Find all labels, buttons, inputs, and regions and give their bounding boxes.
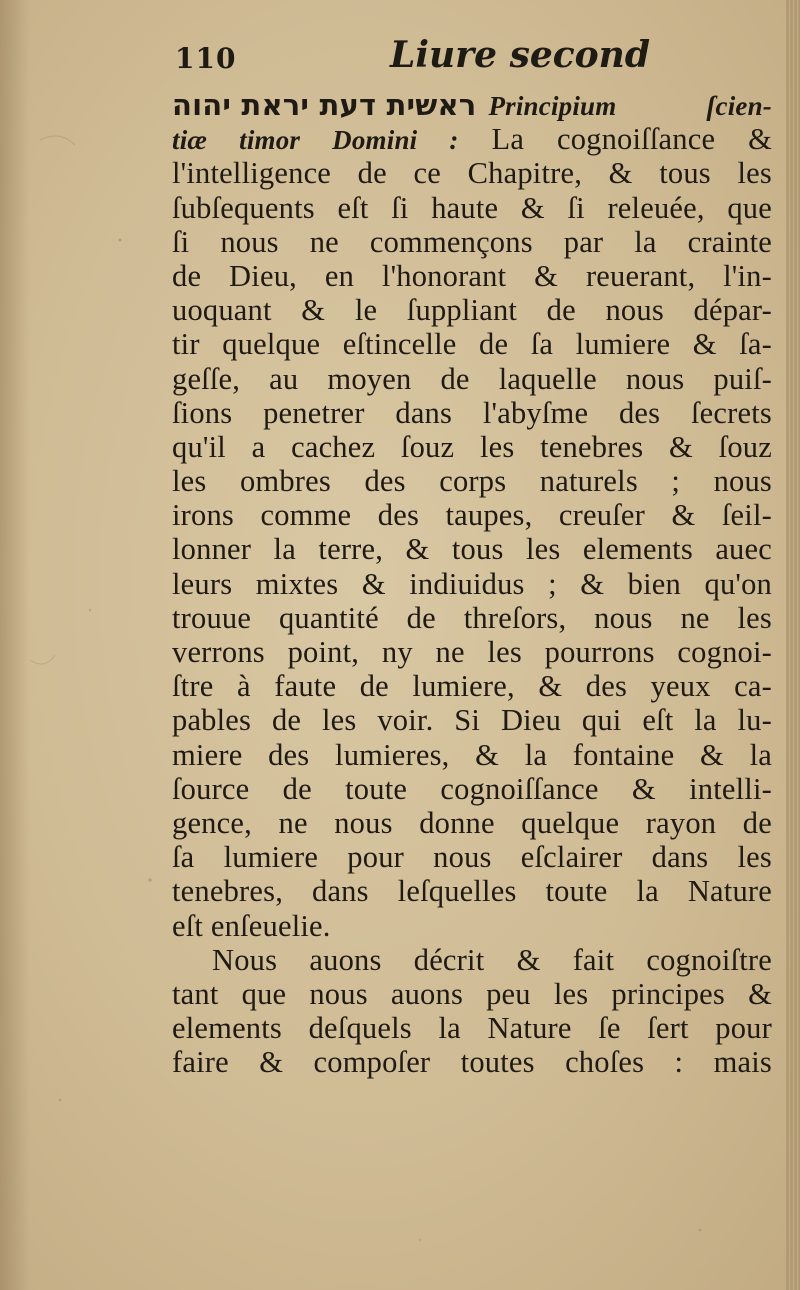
text-line: lonner la terre, & tous les elements auec xyxy=(172,532,772,567)
text-line: ſubſequents eſt ſi haute & ſi releuée, que xyxy=(172,190,772,225)
text-line: ſions penetrer dans l'abyſme des ſecrets xyxy=(172,395,772,430)
paragraph-2-line: Nous auons décrit & fait cognoiſtre xyxy=(212,942,772,977)
running-head xyxy=(165,30,725,80)
text-line: verrons point, ny ne les pourrons cognoi- xyxy=(172,635,772,669)
text-line: tenebres, dans leſquelles toute la Nature xyxy=(172,874,772,909)
text-line: tir quelque eſtincelle de ſa lumiere & ſa- xyxy=(172,327,772,362)
hebrew-quote: ראשית דעת יראת יהוה xyxy=(172,88,477,122)
paragraph-2-line: faire & compoſer toutes choſes : mais xyxy=(172,1045,772,1080)
text-line: qu'il a cachez ſouz les tenebres & ſouz xyxy=(172,429,772,464)
text-line: ſi nous ne commençons par la crainte xyxy=(172,224,772,259)
text-line: trouue quantité de threſors, nous ne les xyxy=(172,600,772,635)
running-title: Liure second xyxy=(390,34,651,76)
text-line: miere des lumieres, & la fontaine & la xyxy=(172,737,772,772)
text-line: leurs mixtes & indiuidus ; & bien qu'on xyxy=(172,566,772,601)
text-line-2 xyxy=(172,122,772,156)
main-text xyxy=(172,88,772,1079)
latin-quote-end: tiæ timor Domini : xyxy=(172,125,459,156)
text-line-2-rest: La cognoiſſance & xyxy=(491,122,773,157)
text-line: uoquant & le ſuppliant de nous dépar- xyxy=(172,293,772,328)
text-line: ſource de toute cognoiſſance & intelli- xyxy=(172,771,772,806)
text-line: irons comme des taupes, creuſer & ſeil- xyxy=(172,498,772,533)
paragraph-2-line: elements deſquels la Nature ſe ſert pour xyxy=(172,1011,772,1046)
gutter-shadow xyxy=(0,0,30,1290)
paragraph-2-line: tant que nous auons peu les principes & xyxy=(172,976,772,1011)
text-line-1 xyxy=(172,88,772,122)
page-number: 110 xyxy=(175,42,237,75)
text-line: l'intelligence de ce Chapitre, & tous les xyxy=(172,156,772,191)
text-line: ſa lumiere pour nous eſclairer dans les xyxy=(172,840,772,875)
latin-quote-start: Principium ſcien- xyxy=(488,91,772,121)
page-edge xyxy=(786,0,800,1290)
text-line: de Dieu, en l'honorant & reuerant, l'in- xyxy=(172,258,772,293)
text-line: gence, ne nous donne quelque rayon de xyxy=(172,805,772,840)
text-line: eſt enſeuelie. xyxy=(172,908,331,943)
text-line: les ombres des corps naturels ; nous xyxy=(172,464,772,499)
text-line: pables de les voir. Si Dieu qui eſt la lu- xyxy=(172,703,772,738)
text-line: geſſe, au moyen de laquelle nous puiſ- xyxy=(172,361,772,396)
text-line: ſtre à faute de lumiere, & des yeux ca- xyxy=(172,669,772,704)
